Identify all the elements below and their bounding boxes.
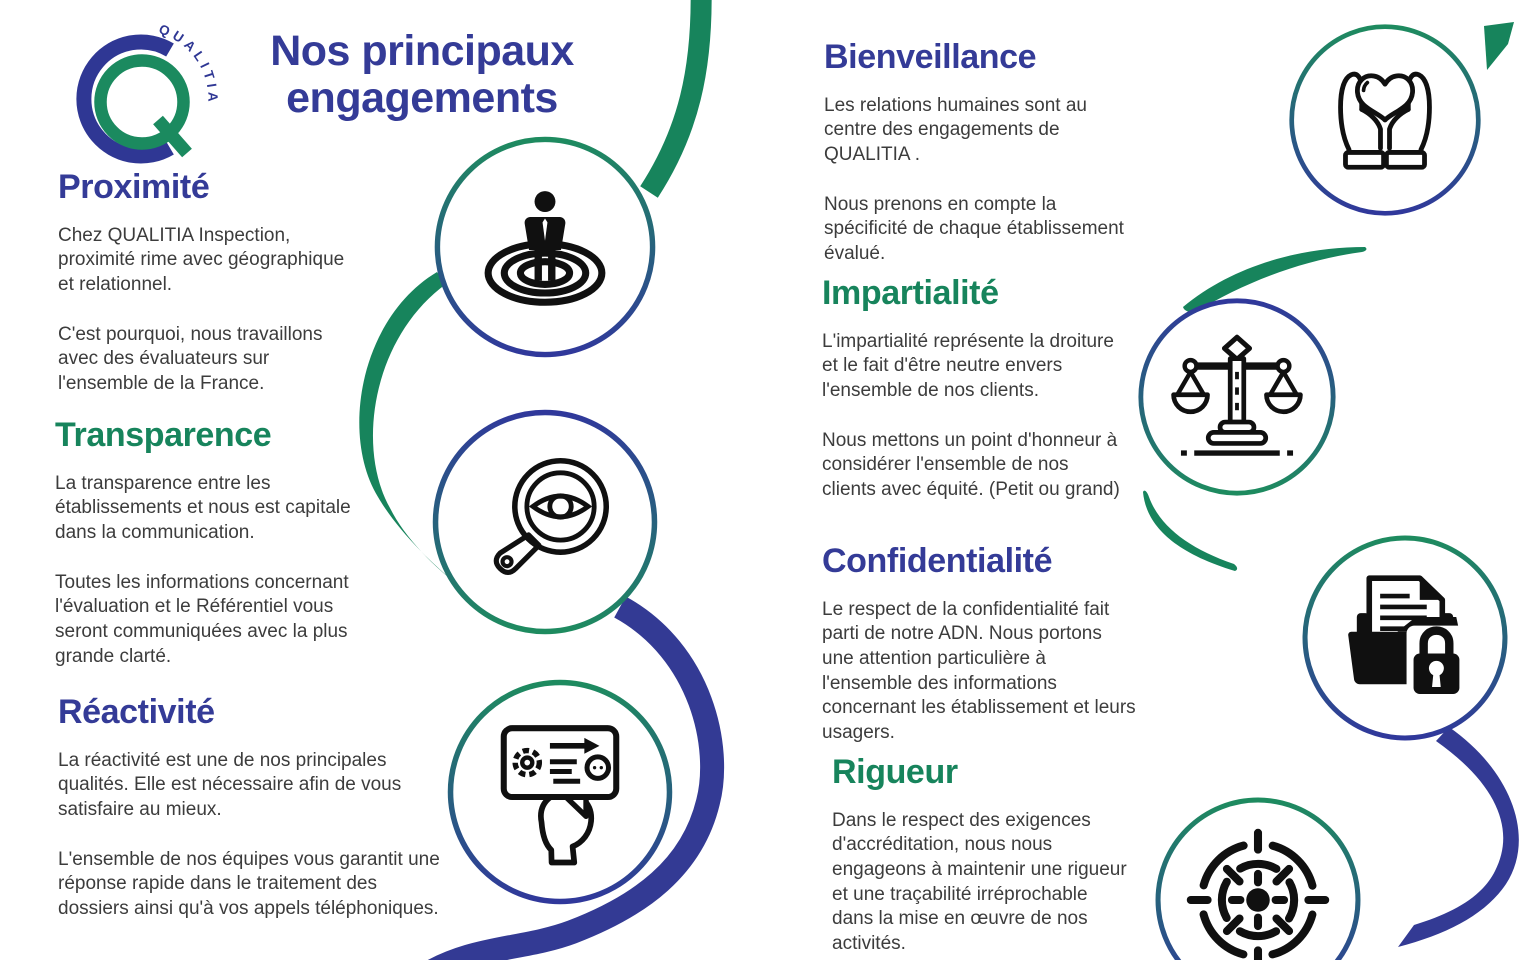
section-title: Confidentialité [822,542,1053,580]
page-title-line2: engagements [286,74,558,123]
section-bienveillance [824,40,1124,292]
section-title: Bienveillance [824,38,1037,76]
section-title: Rigueur [832,753,958,791]
section-paragraph: C'est pourquoi, nous travaillons avec des évaluateurs sur l'ensemble de la France. [58,323,323,395]
blue-curve-right-column [1398,727,1519,947]
rigueur-badge [1153,795,1363,960]
section-impartialite [822,276,1122,528]
section-confidentialite [822,544,1137,771]
section-paragraph: L'ensemble de nos équipes vous garantit une réponse rapide dans le traitement des dossiers ainsi qu'à vos appels téléphoniques. [58,848,440,920]
transparence-badge [430,407,660,637]
section-paragraph: Nous mettons un point d'honneur à considérer l'ensemble de nos clients avec équité. (Petit ou grand) [822,429,1120,501]
section-paragraph: Nous prenons en compte la spécificité de chaque établissement évalué. [824,193,1124,265]
page-title-line1: Nos principaux [270,27,574,75]
section-paragraph: Le respect de la confidentialité fait parti de notre ADN. Nous portons une attention particulière à l'ensemble des informations concernant les établissement et leurs usagers. [822,598,1136,744]
section-title: Réactivité [58,693,215,731]
qualitia-logo [58,16,243,184]
section-paragraph: Dans le respect des exigences d'accréditation, nous nous engageons à maintenir une rigueur et une traçabilité irréprochable dans la mise en œuvre de nos activités. [832,809,1127,955]
reactivite-badge [445,677,675,907]
badge-ring [436,413,655,632]
section-paragraph: La réactivité est une de nos principales qualités. Elle est nécessaire afin de vous satisfaire au mieux. [58,749,402,821]
section-paragraph: L'impartialité représente la droiture et le fait d'être neutre envers l'ensemble de nos clients. [822,330,1114,402]
section-paragraph: Les relations humaines sont au centre des engagements de QUALITIA . [824,94,1087,166]
section-title: Transparence [55,416,272,454]
green-swoosh-below-scales [1143,491,1237,571]
section-paragraph: Toutes les informations concernant l'évaluation et le Référentiel vous seront communiquées avec la plus grande clarté. [55,571,349,667]
section-reactivite [58,695,443,947]
section-rigueur [832,755,1132,960]
logo-brand-text: QUALITIA [156,21,221,106]
section-transparence [55,418,385,695]
section-proximite [58,170,358,422]
page-title [232,28,612,123]
section-paragraph: Chez QUALITIA Inspection, proximité rime avec géographique et relationnel. [58,224,345,296]
section-paragraph: La transparence entre les établissements et nous est capitale dans la communication. [55,472,351,544]
bienveillance-badge [1287,22,1483,218]
section-title: Proximité [58,168,210,206]
impartialite-badge [1136,296,1338,498]
proximite-badge [432,134,658,360]
green-wedge-top-right [1484,22,1514,70]
section-title: Impartialité [822,274,999,312]
confidentialite-badge [1300,533,1510,743]
